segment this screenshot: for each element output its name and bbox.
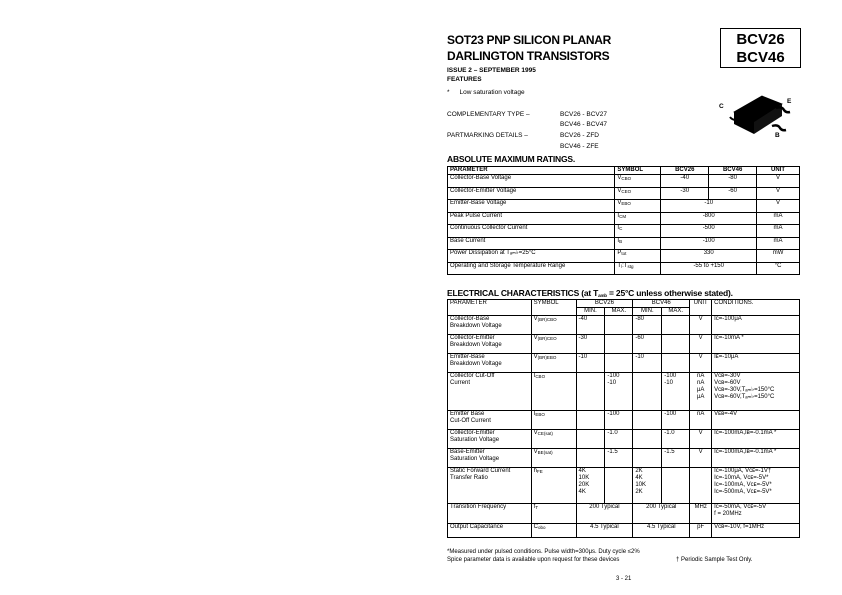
table-row (448, 449, 800, 468)
cell-line: Output Capacitance (450, 524, 504, 530)
symbol-text: Tⱼ:T (617, 262, 628, 269)
symbol-text: h (533, 468, 537, 474)
symbol-subscript: CM (619, 213, 627, 219)
value-cell: -55 to +150 (661, 262, 757, 275)
symbol-text: V (617, 175, 622, 181)
value-cell: -800 (661, 212, 757, 225)
parameter-cell (448, 449, 532, 468)
value-cell (605, 354, 633, 373)
cell-line: nA (696, 373, 705, 379)
abs-header-cell: BCV46 (709, 167, 757, 175)
table-row (448, 212, 800, 225)
parameter-cell (448, 524, 532, 538)
elec-heading-end: = 25°C unless otherwise stated). (606, 288, 733, 298)
value-cell: -100 (662, 411, 690, 430)
value-cell: -10 (633, 354, 662, 373)
symbol-cell (531, 449, 576, 468)
parameter-cell (448, 468, 532, 504)
parameter-cell (448, 504, 532, 524)
unit-cell: V (757, 200, 800, 213)
part-number-box (720, 28, 801, 68)
header-cell: MIN. (576, 308, 605, 316)
value-cell (576, 468, 605, 504)
value-cell: -30 (576, 335, 605, 354)
cell-line: 4K (578, 468, 586, 474)
value-cell: -1.5 (662, 449, 690, 468)
symbol-subscript: CE(sat) (537, 431, 553, 436)
symbol-cell (531, 411, 576, 430)
value-cell (633, 449, 662, 468)
table-row (448, 200, 800, 213)
unit-cell: mA (757, 212, 800, 225)
symbol-cell (531, 524, 576, 538)
value-cell (633, 468, 662, 504)
cell-line: f = 20MHz (714, 511, 742, 517)
symbol-cell (615, 212, 661, 225)
cell-line: Cut-Off Current (450, 418, 491, 424)
symbol-cell (531, 468, 576, 504)
feature-text: Low saturation voltage (459, 89, 525, 96)
symbol-text: C (533, 524, 538, 530)
cell-line: Emitter-Base (450, 354, 485, 360)
table-row (448, 524, 800, 538)
cell-line: -100 (664, 373, 677, 379)
symbol-cell (615, 225, 661, 238)
symbol-cell (615, 237, 661, 250)
parameter-cell: Continuous Collector Current (448, 225, 615, 238)
symbol-text: V (533, 316, 538, 322)
value-cell (662, 373, 690, 411)
complementary-1: BCV26 - BCV27 (560, 111, 607, 118)
abs-header-cell: BCV26 (661, 167, 709, 175)
elec-char-table (447, 299, 800, 538)
features-label: FEATURES (447, 76, 482, 83)
cell-line: Collector-Base (450, 316, 490, 322)
elec-header-row (448, 300, 800, 308)
unit-cell (690, 468, 712, 504)
symbol-cell (531, 335, 576, 354)
title-line-2: DARLINGTON TRANSISTORS (447, 49, 610, 63)
symbol-subscript: obo (537, 525, 546, 530)
header-cell: BCV46 (633, 300, 690, 308)
symbol-subscript: tot (621, 251, 627, 256)
page-number: 3 - 21 (616, 576, 632, 582)
cell-line: Breakdown Voltage (450, 342, 502, 348)
table-row (448, 262, 800, 275)
symbol-subscript: T (535, 505, 539, 510)
pin-e-label: E (787, 98, 792, 105)
value-cell: -1.5 (605, 449, 633, 468)
cell-line: μA (696, 394, 705, 400)
condition-cell: Iᴄ=-100mA,Iʙ=-0.1mA * (712, 430, 800, 449)
condition-cell (712, 504, 800, 524)
value-cell (576, 411, 605, 430)
unit-cell: V (690, 335, 712, 354)
symbol-text: I (617, 225, 620, 231)
partmarking-2: BCV46 - ZFE (560, 143, 599, 150)
symbol-subscript: BE(sat) (537, 450, 553, 455)
value-cell: 4.5 Typical (576, 524, 633, 538)
symbol-text: V (533, 354, 538, 360)
parameter-cell (448, 373, 532, 411)
cell-line: Emitter Base (450, 411, 485, 417)
parameter-cell: Emitter-Base Voltage (448, 200, 615, 213)
cell-line: Collector Cut-Off (450, 373, 495, 379)
header-cell: MIN. (633, 308, 662, 316)
feature-bullet: * (447, 89, 450, 96)
unit-cell: MHz (690, 504, 712, 524)
value-cell (662, 335, 690, 354)
unit-cell (690, 373, 712, 411)
symbol-cell (531, 430, 576, 449)
unit-cell: V (690, 449, 712, 468)
unit-cell: V (690, 316, 712, 335)
title-line-1: SOT23 PNP SILICON PLANAR (447, 33, 611, 47)
cell-line: 4K (635, 475, 643, 481)
value-cell: -60 (633, 335, 662, 354)
cell-line: nA (696, 380, 705, 386)
elec-heading-sub: amb (598, 293, 607, 298)
header-cell: CONDITIONS. (712, 300, 800, 316)
header-cell: BCV26 (576, 300, 633, 308)
value-cell: -1.0 (662, 430, 690, 449)
partmarking-1: BCV26 - ZFD (560, 132, 600, 139)
abs-max-table (447, 166, 800, 275)
symbol-subscript: CBO (535, 374, 546, 379)
condition-cell: Vᴇʙ=-4V (712, 411, 800, 430)
page-title (447, 32, 611, 64)
symbol-text: V (617, 200, 622, 206)
symbol-text: I (617, 212, 620, 219)
cell-line: -10 (664, 380, 673, 386)
value-cell (576, 449, 605, 468)
value-cell (605, 373, 633, 411)
symbol-subscript: B (619, 238, 623, 244)
condition-cell (712, 373, 800, 411)
cell-line: Breakdown Voltage (450, 361, 502, 367)
pin-b-label: B (775, 132, 780, 139)
unit-cell: V (757, 175, 800, 188)
header-cell: UNIT (690, 300, 712, 316)
cell-line: -10 (607, 380, 617, 386)
cell-line: Breakdown Voltage (450, 323, 502, 329)
table-row (448, 237, 800, 250)
condition-cell: Iᴄ=-100mA,Iʙ=-0.1mA * (712, 449, 800, 468)
cell-line: 2K (635, 489, 643, 495)
condition-cell: Iᴄ=-100μA (712, 316, 800, 335)
parameter-cell (448, 316, 532, 335)
parameter-cell (448, 411, 532, 430)
cell-line: Base-Emitter (450, 449, 485, 455)
header-cell: MAX. (662, 308, 690, 316)
table-row (448, 468, 800, 504)
symbol-cell (531, 316, 576, 335)
cell-line: Saturation Voltage (450, 456, 500, 462)
value-cell: 200 Typical (633, 504, 690, 524)
parameter-cell (448, 430, 532, 449)
header-cell: PARAMETER (448, 300, 532, 316)
table-row (448, 373, 800, 411)
symbol-subscript: EBO (535, 412, 545, 417)
table-row (448, 175, 800, 188)
cell-line: μA (696, 387, 705, 393)
symbol-cell (615, 175, 661, 188)
condition-cell: Iᴇ=-10μA (712, 354, 800, 373)
value-cell (605, 468, 633, 504)
complementary-2: BCV46 - BCV47 (560, 121, 607, 128)
cell-line: Vᴄʙ=-60V,Tₐₘ♭=150°C (714, 394, 775, 400)
cell-line: Transfer Ratio (450, 475, 488, 481)
table-row (448, 411, 800, 430)
cell-line: Vᴄʙ=-30V,Tₐₘ♭=150°C (714, 387, 775, 393)
value-cell: 330 (661, 250, 757, 263)
value-cell (633, 373, 662, 411)
cell-line: Transition Frequency (450, 504, 507, 510)
value-cell: -500 (661, 225, 757, 238)
table-row (448, 430, 800, 449)
footnote-pulsed: *Measured under pulsed conditions. Pulse width=300μs. Duty cycle ≤2% (447, 549, 640, 555)
cell-line: Iᴄ=-10mA, Vᴄᴇ=-5V* (714, 475, 769, 481)
parameter-cell: Operating and Storage Temperature Range (448, 262, 615, 275)
cell-line: Vᴄʙ=-60V (714, 380, 741, 386)
symbol-cell (615, 250, 661, 263)
complementary-label: COMPLEMENTARY TYPE – (447, 111, 530, 118)
table-row (448, 225, 800, 238)
table-row (448, 354, 800, 373)
symbol-cell (531, 504, 576, 524)
value-cell (662, 354, 690, 373)
symbol-text: P (617, 250, 622, 256)
abs-max-heading: ABSOLUTE MAXIMUM RATINGS. (447, 154, 576, 164)
value-cell: -100 (605, 411, 633, 430)
symbol-text: V (533, 449, 538, 455)
cell-line: 10K (578, 475, 590, 481)
unit-cell: °C (757, 262, 800, 275)
value-cell: -100 (661, 237, 757, 250)
symbol-cell (531, 373, 576, 411)
symbol-subscript: C (619, 226, 623, 231)
value-cell: -10 (661, 200, 757, 213)
symbol-cell (531, 354, 576, 373)
pin-c-label: C (719, 103, 724, 110)
symbol-subscript: CBO (621, 176, 632, 181)
cell-line: 2K (635, 468, 643, 474)
header-cell: SYMBOL (531, 300, 576, 316)
cell-line: Iᴄ=-100μA, Vᴄᴇ=-1V† (714, 468, 772, 474)
elec-heading-text: ELECTRICAL CHARACTERISTICS (at T (447, 288, 599, 298)
symbol-text: V (533, 430, 538, 436)
parameter-cell (448, 354, 532, 373)
symbol-text: V (617, 187, 622, 194)
cell-line: Static Forward Current (450, 468, 511, 474)
value-cell (605, 316, 633, 335)
value-cell: -80 (633, 316, 662, 335)
unit-cell: pF (690, 524, 712, 538)
cell-line: Iᴄ=-100mA, Vᴄᴇ=-5V* (714, 482, 772, 488)
condition-cell: Vᴄʙ=-10V, f=1MHz (712, 524, 800, 538)
symbol-subscript: CEO (621, 188, 632, 194)
value-cell (633, 411, 662, 430)
cell-line: -100 (607, 373, 620, 379)
cell-line: 20K (578, 482, 590, 488)
value-cell (576, 373, 605, 411)
abs-header-cell: UNIT (757, 167, 800, 175)
cell-line: 4K (578, 489, 586, 495)
symbol-text: I (533, 373, 536, 379)
value-cell: -40 (576, 316, 605, 335)
table-row (448, 504, 800, 524)
issue-text: ISSUE 2 – SEPTEMBER 1995 (447, 67, 536, 74)
cell-line: Collector-Emitter (450, 430, 495, 436)
parameter-cell: Collector-Base Voltage (448, 175, 615, 188)
part-number-2: BCV46 (736, 49, 785, 66)
abs-header-cell: SYMBOL (615, 167, 661, 175)
parameter-cell: Power Dissipation at Tₐₘ♭=25°C (448, 250, 615, 263)
cell-line: Saturation Voltage (450, 437, 500, 443)
abs-header-cell: PARAMETER (448, 167, 615, 175)
elec-heading (447, 288, 733, 298)
value-cell: -1.0 (605, 430, 633, 449)
parameter-cell: Peak Pulse Current (448, 212, 615, 225)
value-cell: -40 (661, 175, 709, 188)
value-cell (633, 430, 662, 449)
unit-cell: V (690, 354, 712, 373)
abs-header-row (448, 167, 800, 175)
footnote-spice: Spice parameter data is available upon request for these devices (447, 557, 620, 563)
parameter-cell (448, 335, 532, 354)
cell-line: Current (450, 380, 471, 386)
table-row (448, 335, 800, 354)
unit-cell: V (690, 430, 712, 449)
symbol-subscript: (BR)CEO (537, 336, 557, 341)
unit-cell: mA (757, 225, 800, 238)
value-cell (576, 430, 605, 449)
footnote-periodic: † Periodic Sample Test Only. (676, 557, 753, 563)
parameter-cell: Collector-Emitter Voltage (448, 187, 615, 200)
symbol-subscript: stg (627, 263, 634, 269)
value-cell: -60 (709, 187, 757, 200)
symbol-text: I (617, 237, 620, 244)
value-cell: -80 (709, 175, 757, 188)
condition-cell (712, 468, 800, 504)
cell-line: Collector-Emitter (450, 335, 495, 341)
symbol-subscript: FE (536, 469, 543, 474)
part-number-1: BCV26 (736, 31, 785, 48)
unit-cell: mA (757, 237, 800, 250)
value-cell (605, 335, 633, 354)
symbol-subscript: (BR)EBO (537, 355, 557, 360)
unit-cell: V (757, 187, 800, 200)
symbol-text: f (533, 504, 536, 510)
unit-cell: mW (757, 250, 800, 263)
condition-cell: Iᴄ=-10mA * (712, 335, 800, 354)
cell-line: Vᴄʙ=-30V (714, 373, 741, 379)
unit-cell: nA (690, 411, 712, 430)
symbol-subscript: EBO (621, 201, 631, 206)
symbol-cell (615, 200, 661, 213)
symbol-cell (615, 262, 661, 275)
value-cell: 200 Typical (576, 504, 633, 524)
cell-line: Iᴄ=-500mA, Vᴄᴇ=-5V* (714, 489, 772, 495)
value-cell (662, 316, 690, 335)
value-cell (662, 468, 690, 504)
header-cell: MAX. (605, 308, 633, 316)
table-row (448, 250, 800, 263)
table-row (448, 316, 800, 335)
cell-line: 10K (635, 482, 647, 488)
symbol-text: V (533, 335, 538, 341)
value-cell: -10 (576, 354, 605, 373)
cell-line: Iᴄ=-50mA, Vᴄᴇ=-5V (714, 504, 767, 510)
symbol-cell (615, 187, 661, 200)
partmarking-label: PARTMARKING DETAILS – (447, 132, 528, 139)
symbol-text: I (533, 411, 536, 417)
value-cell: 4.5 Typical (633, 524, 690, 538)
parameter-cell: Base Current (448, 237, 615, 250)
symbol-subscript: (BR)CBO (537, 317, 557, 322)
feature-item (447, 89, 535, 96)
value-cell: -30 (661, 187, 709, 200)
table-row (448, 187, 800, 200)
